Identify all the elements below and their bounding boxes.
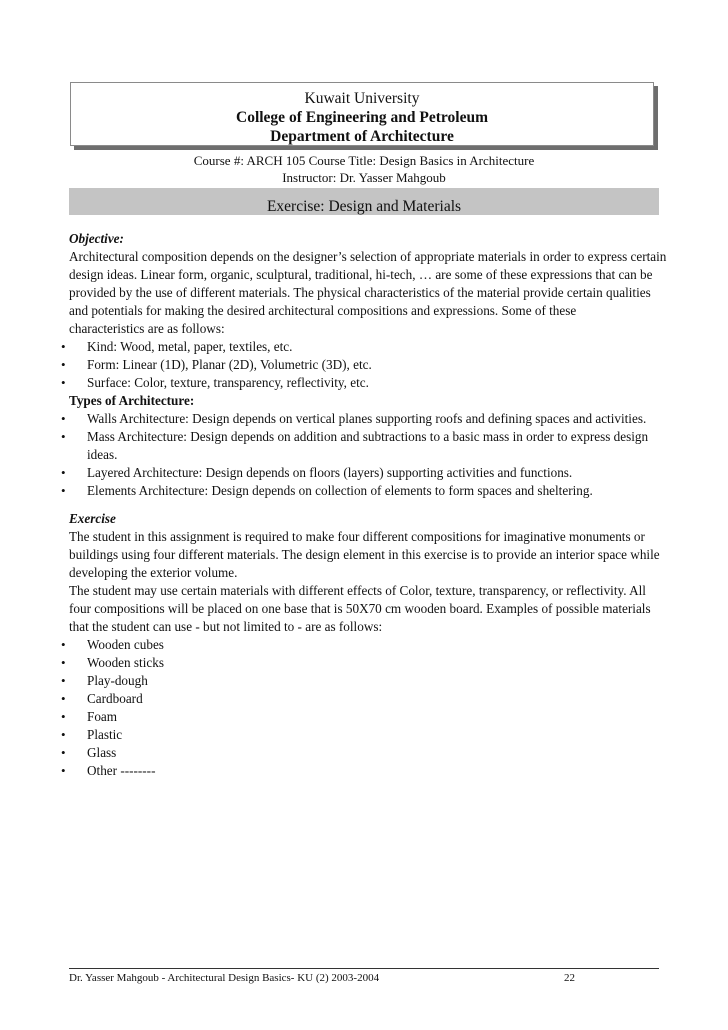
list-item: • Glass [61,745,117,760]
footer-text: Dr. Yasser Mahgoub - Architectural Design Basics- KU (2) 2003-2004 [69,972,380,984]
objective-heading: Objective: [69,231,124,246]
bullet-icon: • [61,745,66,760]
characteristics-list [61,338,669,392]
types-heading: Types of Architecture: [69,393,195,408]
list-item: • Surface: Color, texture, transparency, reflectivity, etc. [61,375,369,390]
instructor-line: Instructor: Dr. Yasser Mahgoub [282,170,446,185]
bullet-icon: • [61,727,66,742]
list-item: • Wooden cubes [61,637,164,652]
department-name: Department of Architecture [270,128,454,145]
bullet-icon: • [61,691,66,706]
bullet-icon: • [61,465,66,480]
course-info [0,152,728,186]
bullet-icon: • [61,357,66,372]
bullet-icon: • [61,763,66,778]
list-item: • Form: Linear (1D), Planar (2D), Volumetric (3D), etc. [61,357,372,372]
page-number: 22 [564,972,575,984]
bullet-icon: • [61,709,66,724]
list-item: • Elements Architecture: Design depends on collection of elements to form spaces and sheltering. [61,483,593,498]
list-item: • Walls Architecture: Design depends on vertical planes supporting roofs and defining spaces and activities. [61,411,647,426]
list-item: • Layered Architecture: Design depends on floors (layers) supporting activities and functions. [61,465,573,480]
exercise-title: Exercise: Design and Materials [266,198,462,215]
footer-divider [69,968,659,969]
course-title-line: Course #: ARCH 105 Course Title: Design Basics in Architecture [193,153,535,168]
exercise-paragraph-2: The student may use certain materials with different effects of Color, texture, transparency, or reflectivity. All four compositions will be placed on one base that is 50X70 cm wooden board. Examples of possible materials that the student can use - but not limited to - are as follows: [69,583,651,634]
bullet-icon: • [61,339,66,354]
exercise-title-bar [69,188,659,215]
university-name: Kuwait University [304,90,420,107]
objective-paragraph: Architectural composition depends on the designer’s selection of appropriate materials in order to express certain design ideas. Linear form, organic, sculptural, traditional, hi-tech, … are some of these expressions that can be provided by the use of different materials. The physical characteristics of the material provide certain qualities and potentials for making the desired architectural compositions and expressions. Some of these [69,249,667,318]
header-box [70,82,654,146]
list-item: • Cardboard [61,691,143,706]
exercise-heading: Exercise [69,511,116,526]
list-item: • Play-dough [61,673,148,688]
bullet-icon: • [61,375,66,390]
list-item: • Foam [61,709,118,724]
list-item: • Kind: Wood, metal, paper, textiles, etc. [61,339,293,354]
exercise-paragraph-1: The student in this assignment is required to make four different compositions for imaginative monuments or buildings using four different materials. The design element in this exercise is to provide an interior space while developing the exterior volume. [69,529,660,580]
types-list [61,410,669,500]
objective-paragraph-end: characteristics are as follows: [69,321,225,336]
list-item: • Other -------- [61,763,156,778]
bullet-icon: • [61,411,66,426]
bullet-icon: • [61,483,66,498]
materials-list [61,636,669,780]
bullet-icon: • [61,673,66,688]
bullet-icon: • [61,429,66,444]
list-item: • Wooden sticks [61,655,164,670]
list-item: • Mass Architecture: Design depends on addition and subtractions to a basic mass in order to express design ideas. [61,429,649,462]
bullet-icon: • [61,637,66,652]
document-body [61,230,669,780]
college-name: College of Engineering and Petroleum [236,109,488,126]
bullet-icon: • [61,655,66,670]
list-item: • Plastic [61,727,123,742]
